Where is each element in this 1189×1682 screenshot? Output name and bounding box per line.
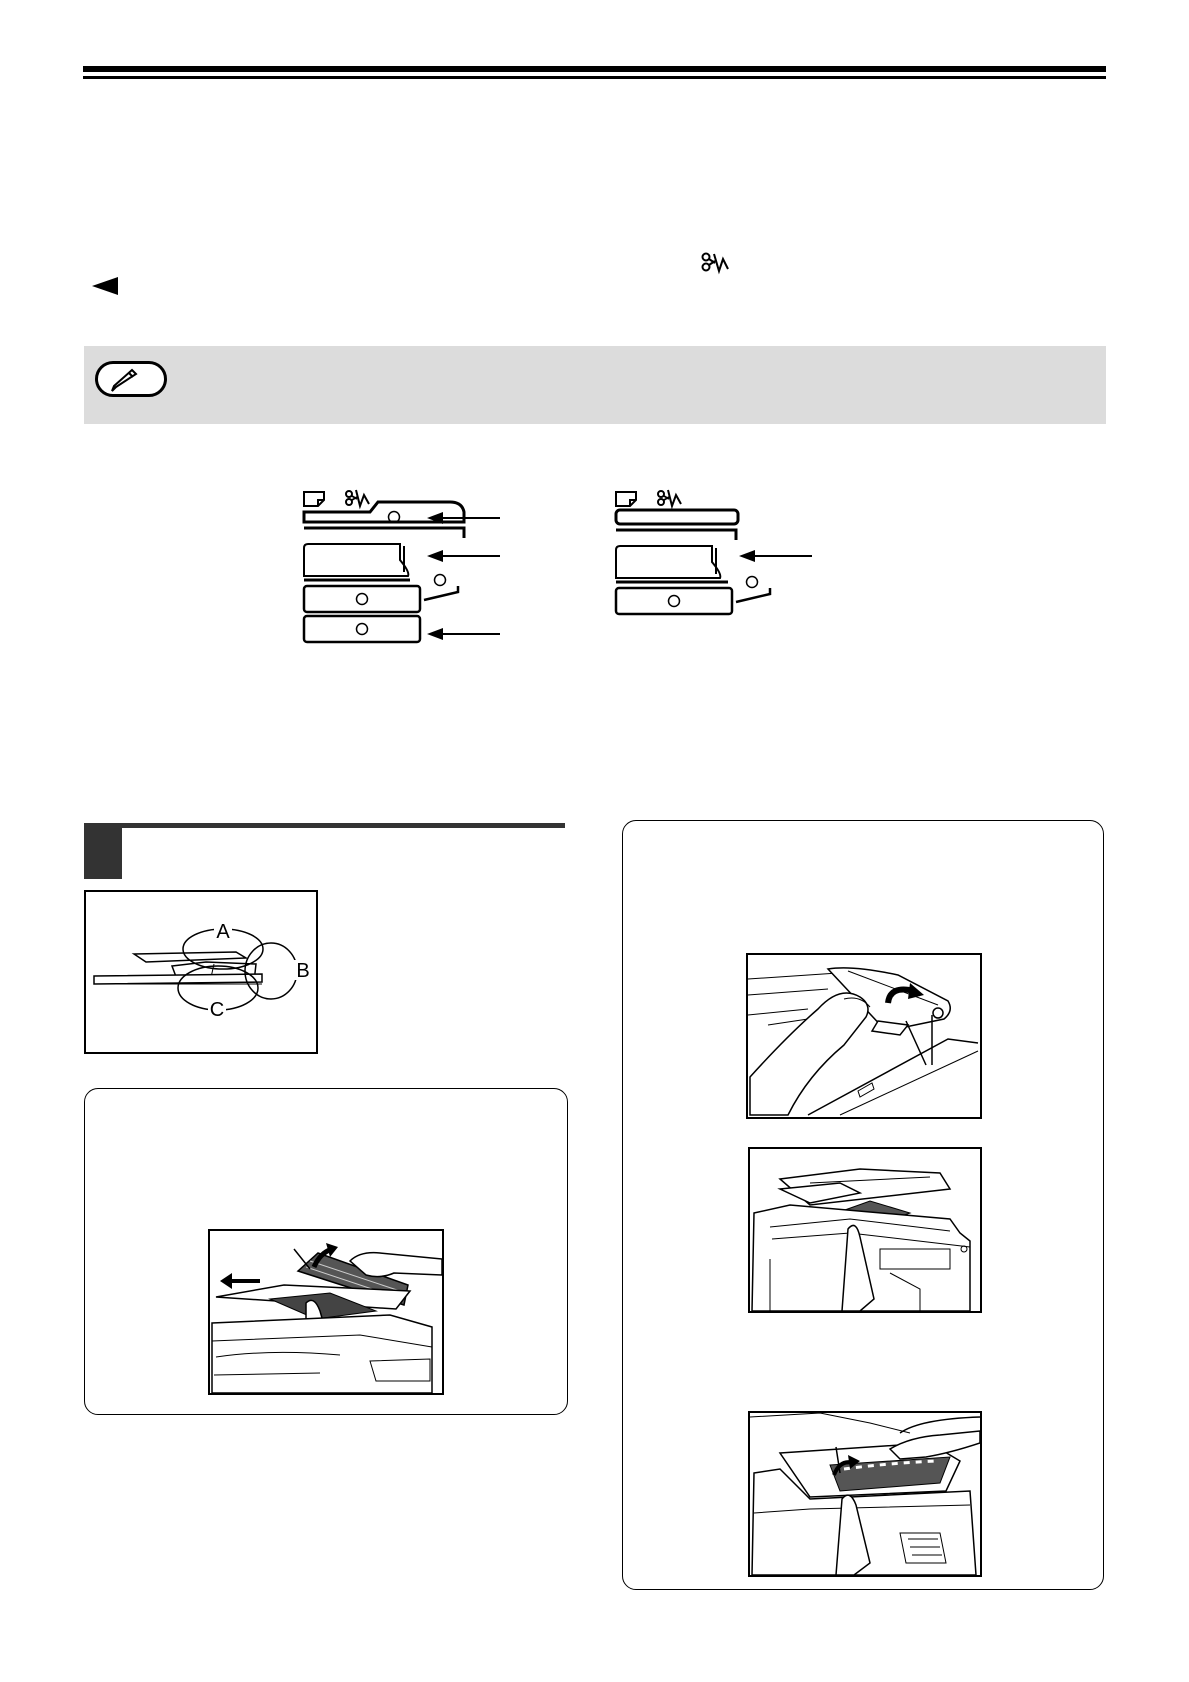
illustration-lift-cover	[748, 1411, 982, 1577]
misfeed-icon	[700, 250, 730, 276]
misfeed-icon	[346, 490, 369, 506]
misfeed-locations-figure	[84, 890, 318, 1054]
label-b: B	[296, 960, 310, 982]
header-rule-thin	[83, 76, 1106, 79]
step-marker-icon	[84, 823, 122, 879]
step-heading-rule	[122, 823, 565, 828]
label-a: A	[216, 921, 230, 943]
illustration-remove-original	[748, 1147, 982, 1313]
label-c: C	[209, 999, 225, 1021]
left-arrow-icon	[92, 277, 120, 295]
machine-diagram-right	[612, 488, 822, 628]
header-rule-thick	[83, 66, 1106, 72]
machine-diagram-left	[300, 488, 510, 658]
note-bar	[84, 346, 1106, 424]
original-icon	[304, 492, 324, 506]
note-pencil-icon	[95, 361, 167, 397]
original-icon	[616, 492, 636, 506]
illustration-lever-open	[746, 953, 982, 1119]
misfeed-icon	[658, 490, 681, 506]
illustration-feeder-removal	[208, 1229, 444, 1395]
